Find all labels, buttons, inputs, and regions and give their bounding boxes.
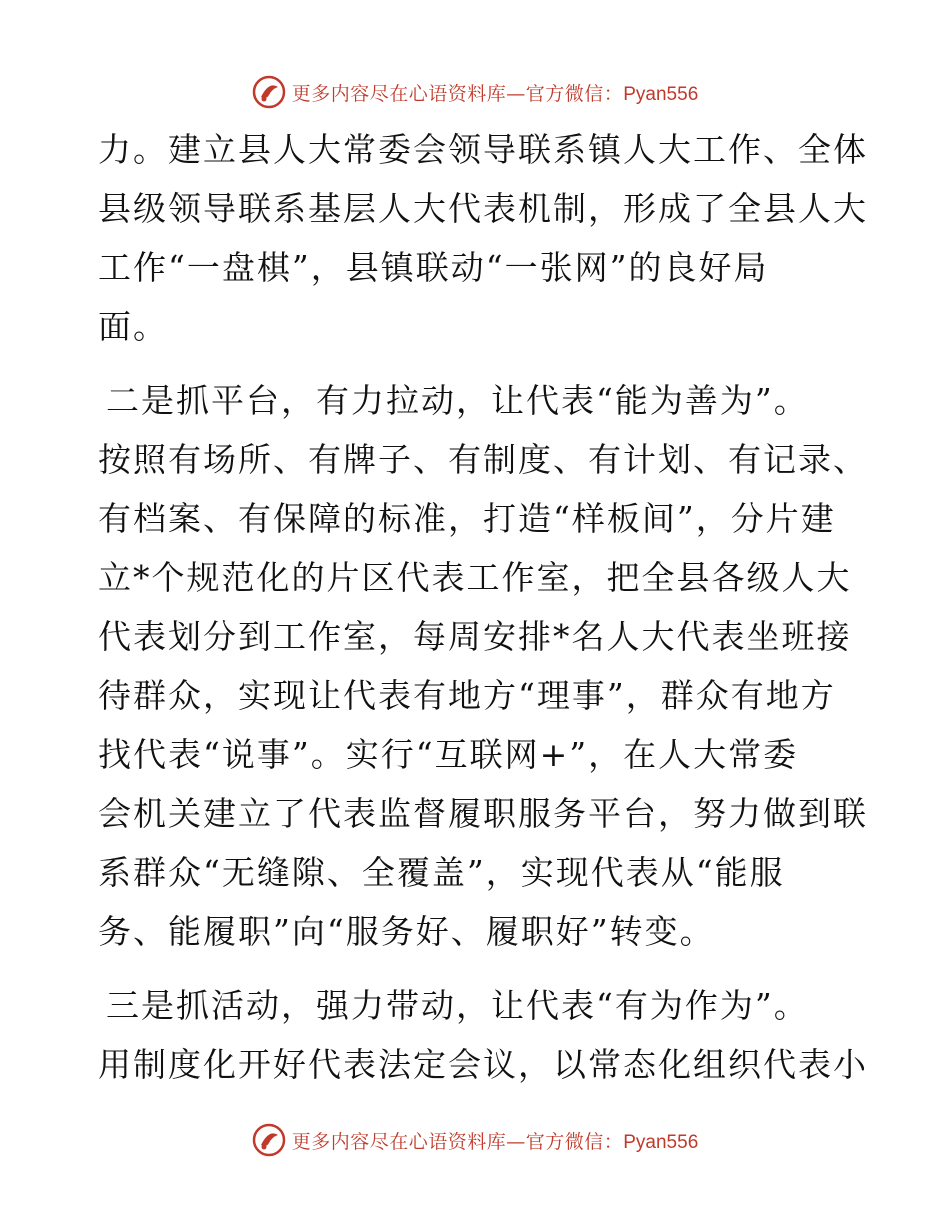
text-line: 用制度化开好代表法定会议，以常态化组织代表小 — [98, 1045, 868, 1084]
text-line: 有档案、有保障的标准，打造“样板间”，分片建 — [98, 499, 836, 538]
text-line: 会机关建立了代表监督履职服务平台，努力做到联 — [98, 794, 868, 833]
watermark-handle: Pyan556 — [623, 83, 699, 105]
logo-icon — [252, 1123, 286, 1157]
text-line: 立*个规范化的片区代表工作室，把全县各级人大 — [98, 558, 852, 597]
paragraph-heading: 二是抓平台，有力拉动，让代表“能为善为”。 — [106, 381, 809, 420]
paragraph — [98, 120, 868, 356]
header-watermark — [0, 72, 950, 112]
document-body — [98, 120, 868, 1094]
paragraph-heading: 三是抓活动，强力带动，让代表“有为作为”。 — [106, 986, 809, 1025]
watermark-text: 更多内容尽在心语资料库—官方微信：Pyan556 — [291, 82, 699, 105]
text-line: 待群众，实现让代表有地方“理事”，群众有地方 — [98, 676, 836, 715]
watermark-text: 更多内容尽在心语资料库—官方微信：Pyan556 — [291, 1130, 699, 1153]
text-line: 系群众“无缝隙、全覆盖”，实现代表从“能服 — [98, 853, 785, 892]
text-line: 务、能履职”向“服务好、履职好”转变。 — [98, 912, 715, 951]
paragraph — [98, 371, 868, 961]
text-line: 力。建立县人大常委会领导联系镇人大工作、全体 — [98, 130, 868, 169]
text-line: 代表划分到工作室，每周安排*名人大代表坐班接 — [98, 617, 852, 656]
paragraph — [98, 976, 868, 1094]
footer-watermark — [0, 1120, 950, 1160]
text-line: 工作“一盘棋”，县镇联动“一张网”的良好局 — [98, 248, 769, 287]
text-line: 县级领导联系基层人大代表机制，形成了全县人大 — [98, 189, 868, 228]
logo-icon — [252, 75, 286, 109]
text-line: 找代表“说事”。实行“互联网+”，在人大常委 — [98, 735, 799, 774]
watermark-handle: Pyan556 — [623, 1131, 699, 1153]
text-line: 按照有场所、有牌子、有制度、有计划、有记录、 — [98, 440, 868, 479]
text-line: 面。 — [98, 307, 168, 346]
